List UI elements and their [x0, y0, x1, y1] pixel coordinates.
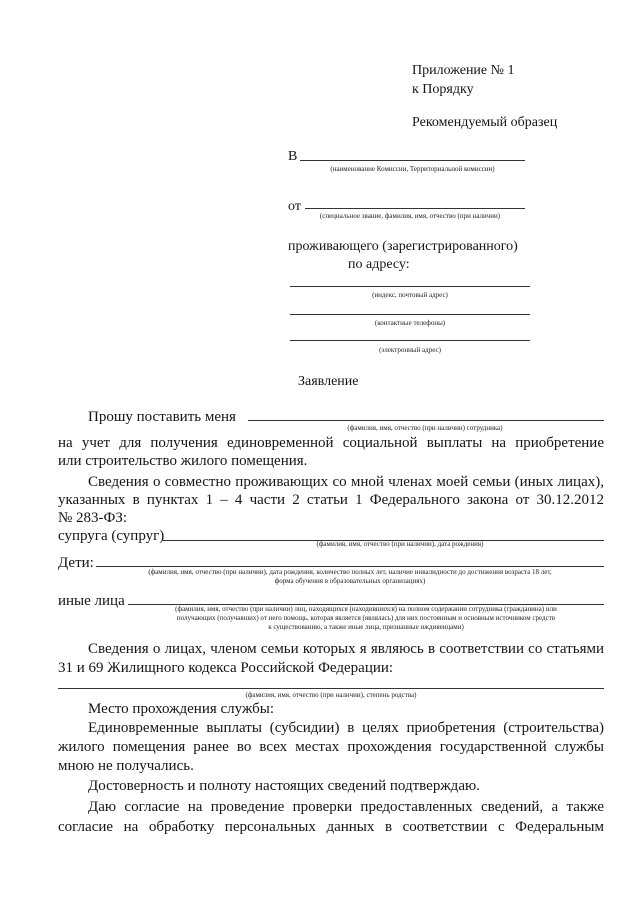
recommended-sample: Рекомендуемый образец [412, 115, 558, 130]
children-line[interactable] [96, 566, 604, 567]
document-title: Заявление [298, 374, 359, 389]
phone-caption: (контактные телефоны) [374, 319, 446, 327]
confirmation-text: Достоверность и полноту настоящих сведений подтверждаю. [88, 778, 480, 794]
sender-line[interactable] [305, 208, 525, 209]
children-caption-1: (фамилия, имя, отчество (при наличии), дата рождения, количество полных лет, наличие инвалидности до достижения возраста 18 лет, [148, 568, 552, 576]
family-intro-1: Сведения о совместно проживающих со мной членах моей семьи (иных лицах), [88, 474, 604, 490]
request-line-2: или строительство жилого помещения. [58, 453, 308, 469]
appendix-number: Приложение № 1 [412, 63, 515, 78]
relatives-line[interactable] [58, 688, 604, 689]
consent-line-1: Даю согласие на проведение проверки предоставленных сведений, а также [88, 799, 604, 815]
others-caption-1: (фамилия, имя, отчество (при наличии) лиц, находящихся (находившихся) на полном содержании сотрудника (гражданина) или [175, 605, 557, 613]
payments-line-2: жилого помещения ранее во всех местах прохождения государственной службы [58, 739, 604, 755]
children-caption-2: форма обучения в образовательных организациях) [274, 577, 426, 585]
payments-line-3: мною не получались. [58, 758, 194, 774]
housing-code-1: Сведения о лицах, членом семьи которых я являюсь в соответствии со статьями [88, 641, 604, 657]
others-caption-3: к существованию, а также иные лица, признанные иждивенцами) [268, 623, 464, 631]
spouse-caption: (фамилия, имя, отчество (при наличии), дата рождения) [316, 540, 484, 548]
others-caption-2: получающих (получавших) от него помощь, которая является (являлась) для них постоянным и основным источником средств [176, 614, 556, 622]
address-line[interactable] [290, 286, 530, 287]
children-label: Дети: [58, 555, 94, 571]
email-caption: (электронный адрес) [379, 346, 441, 354]
spouse-label: супруга (супруг) [58, 528, 165, 544]
email-line[interactable] [290, 340, 530, 341]
request-lead: Прошу поставить меня [88, 409, 236, 425]
consent-line-2: согласие на обработку персональных данных в соответствии с Федеральным [58, 819, 604, 835]
commission-caption: (наименование Комиссии, Территориальной комиссии) [330, 165, 495, 173]
family-intro-2: указанных в пунктах 1 – 4 части 2 статьи 1 Федерального закона от 30.12.2012 [58, 492, 604, 508]
residing-label: проживающего (зарегистрированного) [288, 239, 518, 254]
address-caption: (индекс, почтовый адрес) [372, 291, 448, 299]
family-intro-3: № 283-ФЗ: [58, 510, 128, 526]
appendix-order: к Порядку [412, 82, 474, 97]
from-label: от [288, 199, 301, 214]
service-place-label: Место прохождения службы: [88, 701, 274, 717]
employee-caption: (фамилия, имя, отчество (при наличии) сотрудника) [347, 424, 503, 432]
others-label: иные лица [58, 593, 125, 609]
housing-code-2: 31 и 69 Жилищного кодекса Российской Федерации: [58, 660, 394, 676]
employee-line[interactable] [248, 420, 604, 421]
commission-line[interactable] [300, 160, 525, 161]
phone-line[interactable] [290, 314, 530, 315]
relatives-caption: (фамилия, имя, отчество (при наличии), степень родства) [245, 691, 417, 699]
payments-line-1: Единовременные выплаты (субсидии) в целях приобретения (строительства) [88, 720, 604, 736]
request-line-1: на учет для получения единовременной социальной выплаты на приобретение [58, 435, 604, 451]
address-label: по адресу: [348, 257, 410, 272]
to-label: В [288, 149, 298, 164]
sender-caption: (специальное звание, фамилия, имя, отчество (при наличии) [319, 212, 501, 220]
